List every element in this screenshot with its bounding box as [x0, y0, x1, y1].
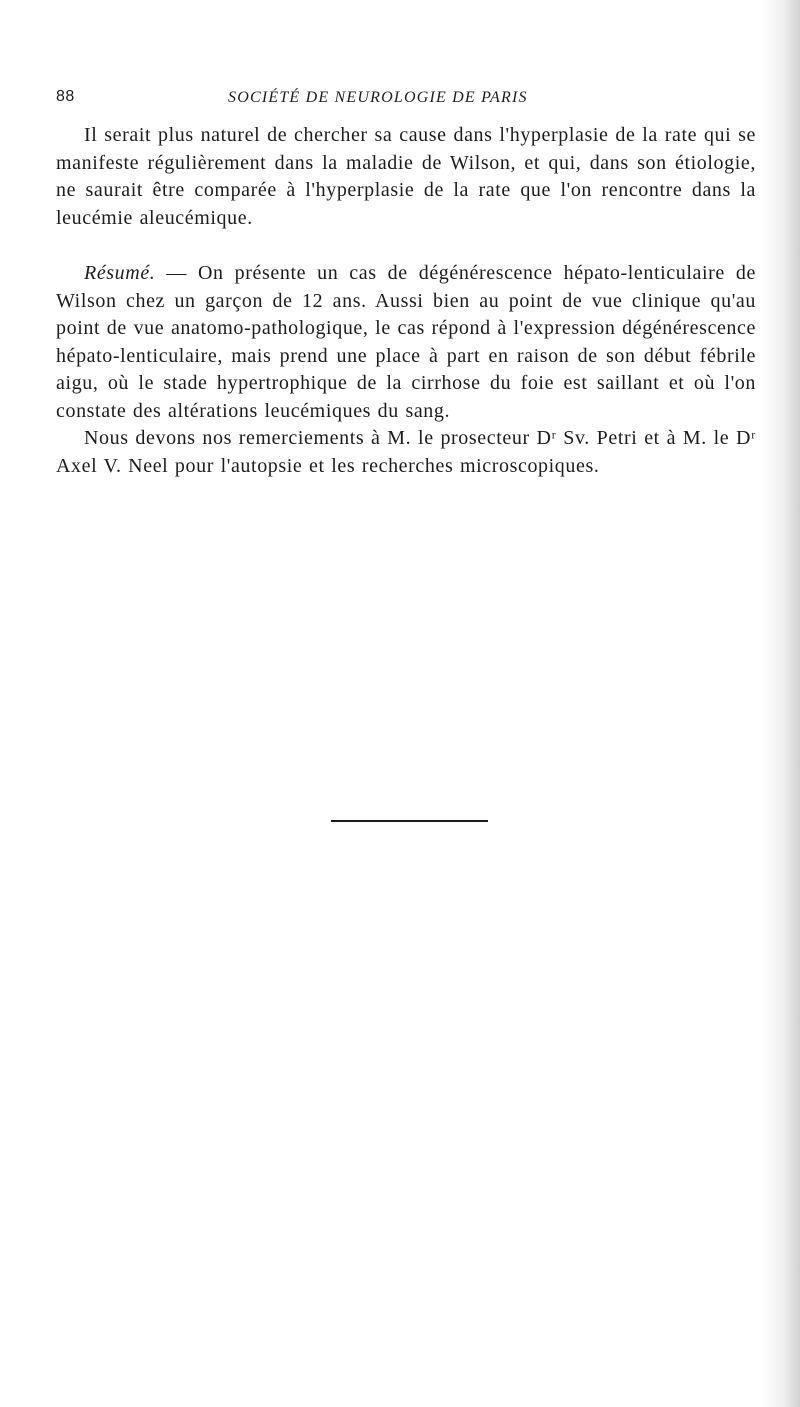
page-edge-shadow — [762, 0, 800, 1407]
paragraph-acknowledgements: Nous devons nos remerciements à M. le prosecteur Dʳ Sv. Petri et à M. le Dʳ Axel V. Neel pour l'autopsie et les recherches microscopiques. — [56, 427, 756, 477]
page-header — [56, 88, 756, 114]
paragraph-summary — [56, 260, 756, 425]
summary-label: Résumé. — [84, 262, 156, 284]
body-text — [56, 122, 756, 480]
section-end-rule — [331, 820, 488, 822]
summary-text: — On présente un cas de dégénérescence hépato-lenticulaire de Wilson chez un garçon de 12 ans. Aussi bien au point de vue clinique qu'au point de vue anatomo-pathologique, le cas répond à l'expression dégénérescence hépato-lenticulaire, mais prend une place à part en raison de son début fébrile aigu, où le stade hypertrophique de la cirrhose du foie est saillant et où l'on constate des altérations leucémiques du sang. — [56, 262, 756, 422]
page-number: 88 — [56, 88, 75, 105]
paragraph-hyperplasia: Il serait plus naturel de chercher sa cause dans l'hyperplasie de la rate qui se manifeste régulièrement dans la maladie de Wilson, et qui, dans son étiologie, ne saurait être comparée à l'hyperplasie de la rate que l'on rencontre dans la leucémie aleucémique. — [56, 124, 756, 229]
running-head: SOCIÉTÉ DE NEUROLOGIE DE PARIS — [228, 89, 528, 106]
